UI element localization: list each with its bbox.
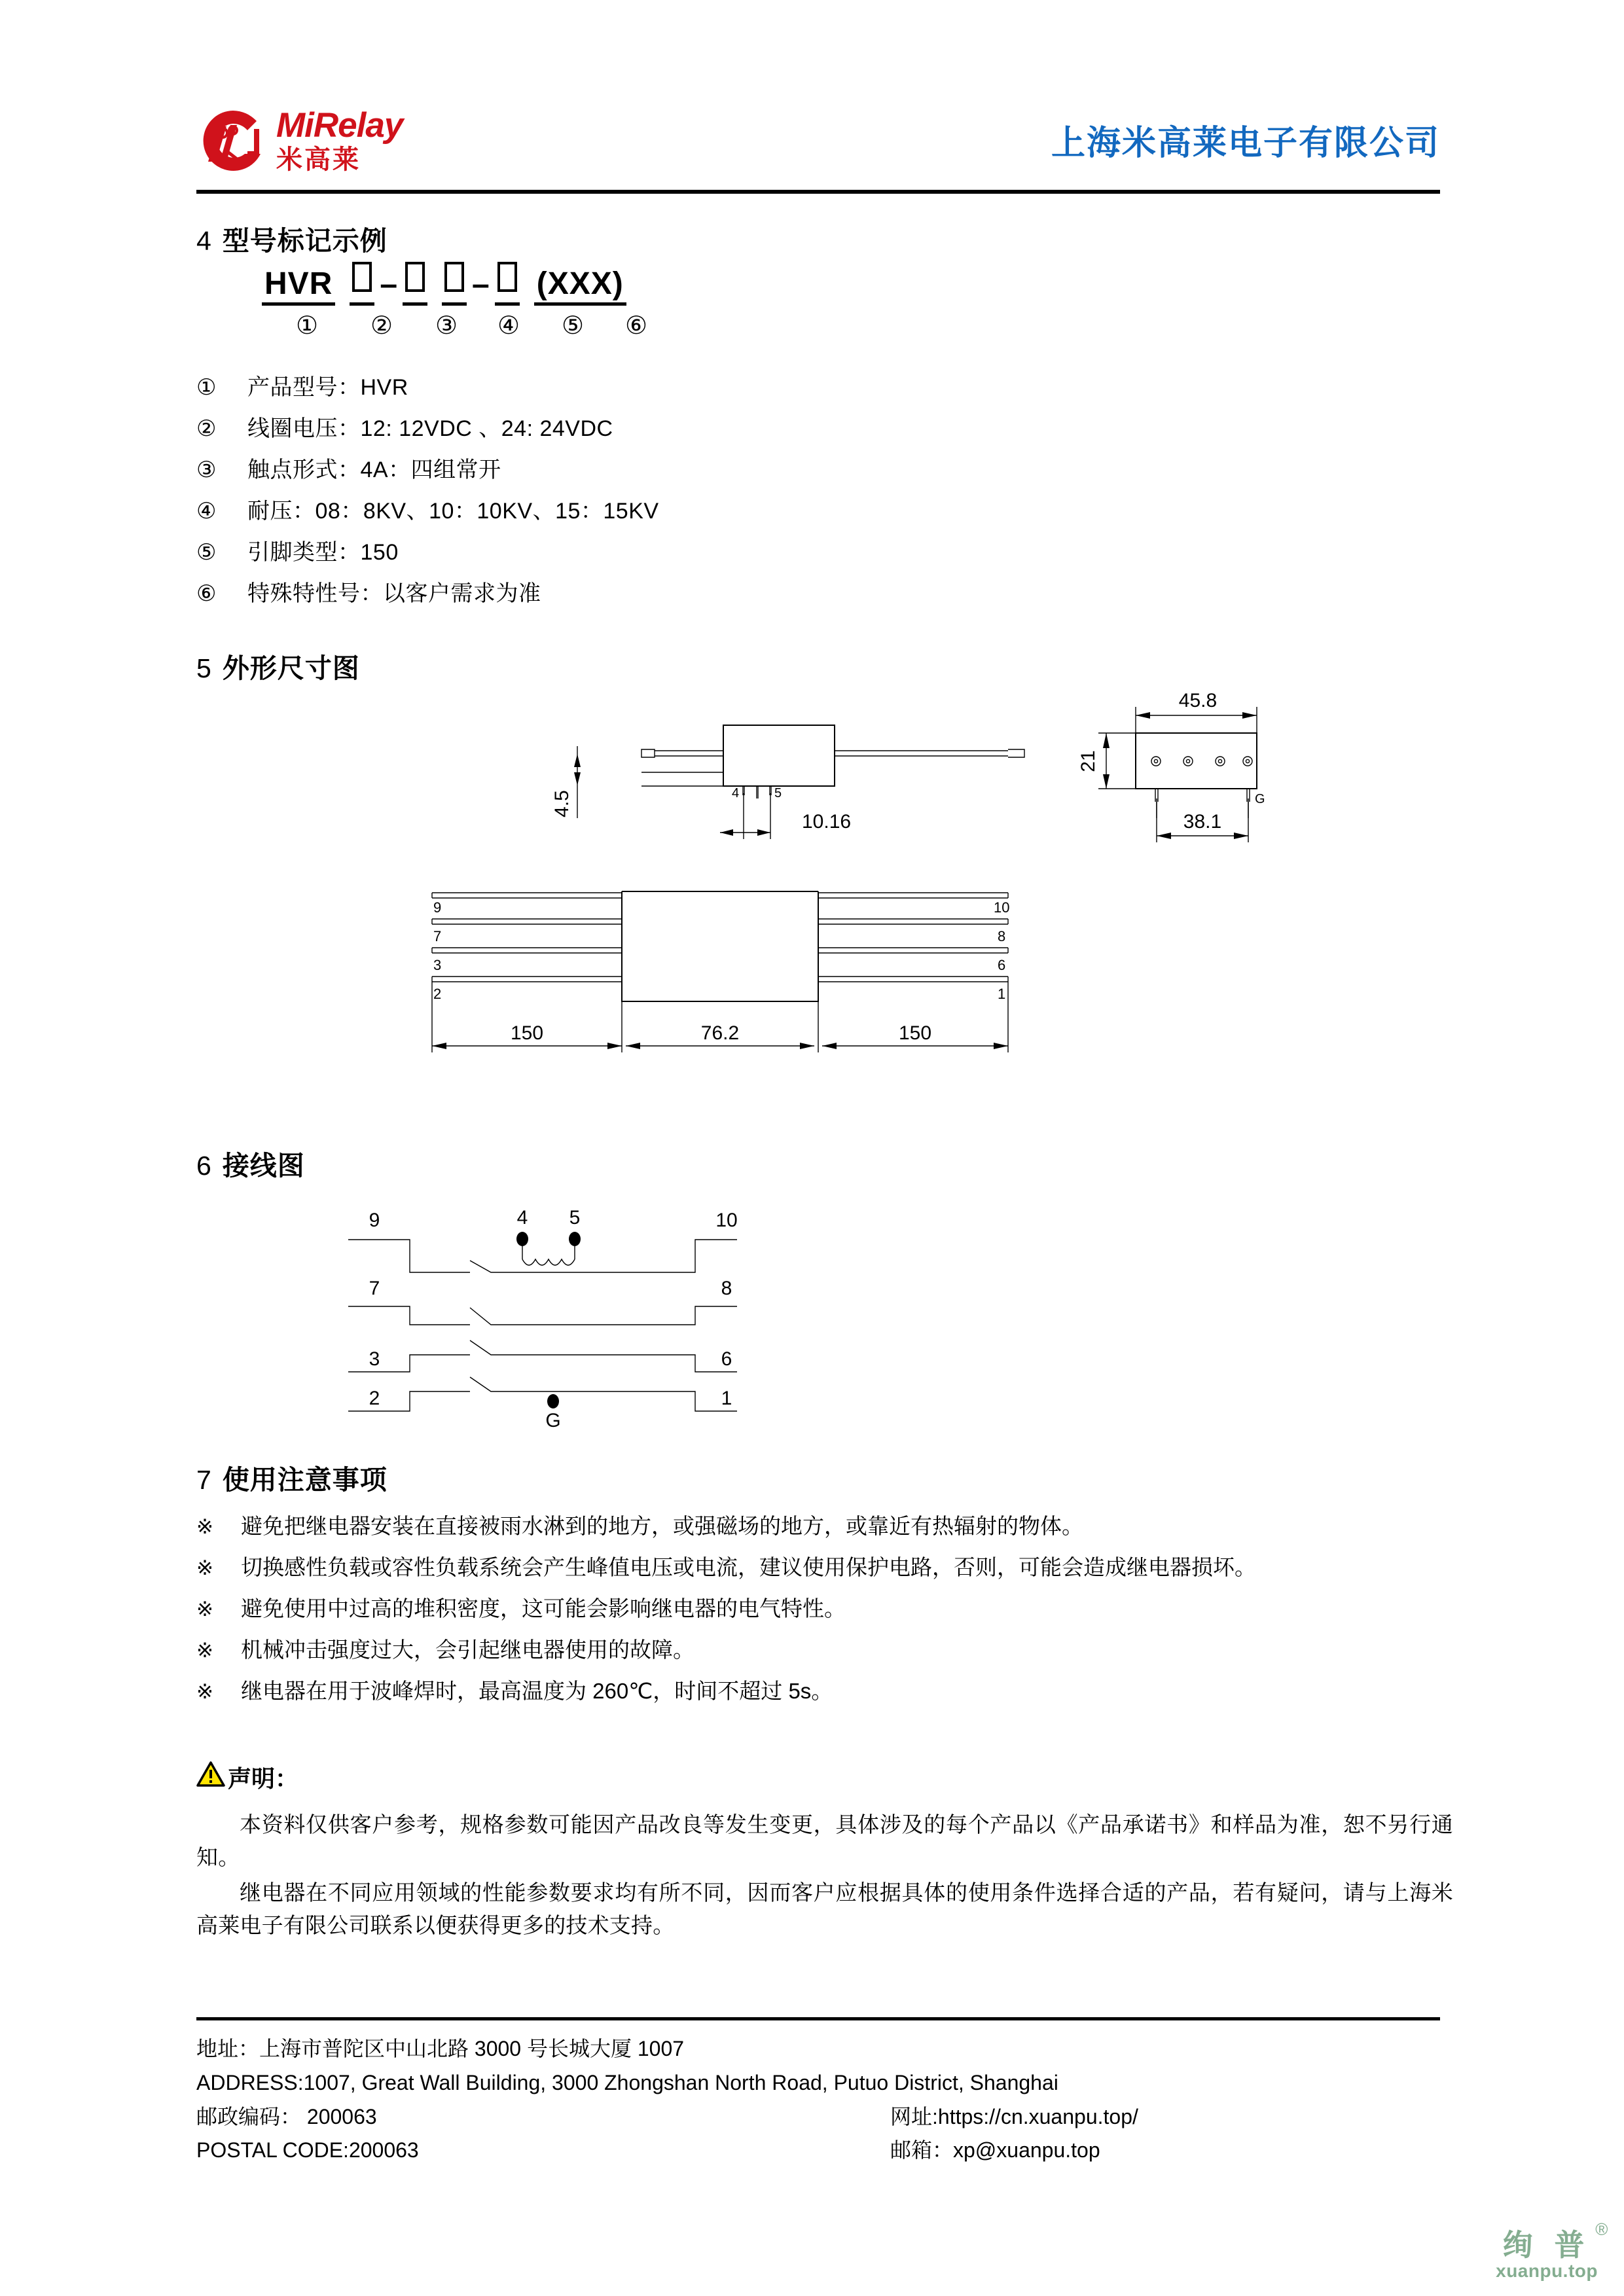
pin-label-4: 4 xyxy=(732,786,740,800)
legend-item xyxy=(196,500,1244,522)
precaution-item xyxy=(196,1680,1453,1702)
watermark-cn-label: 绚 普 xyxy=(1502,2228,1591,2263)
legend-item xyxy=(196,583,1244,605)
wiring-pin-right: 8 xyxy=(721,1278,732,1299)
legend-item xyxy=(196,418,1244,440)
plan-pin-label-left: 2 xyxy=(433,986,442,1002)
section-7-title: 使用注意事项 xyxy=(222,1465,388,1495)
footer-email[interactable]: 邮箱：xp@xuanpu.top xyxy=(890,2138,1100,2162)
pn-box-5 xyxy=(495,262,520,306)
wiring-pin-right: 6 xyxy=(721,1348,732,1370)
pn-mark-2: ② xyxy=(370,312,393,340)
section-5-heading xyxy=(196,647,360,685)
watermark-cn-text xyxy=(1502,2219,1608,2263)
declaration-paragraph: 本资料仅供客户参考，规格参数可能因产品改良等发生变更，具体涉及的每个产品以《产品承诺书》和样品为准，恕不另行通知。 xyxy=(196,1812,1453,1870)
legend-marker: ④ xyxy=(196,499,217,524)
legend-item xyxy=(196,459,1244,481)
legend-item xyxy=(196,376,1244,399)
footer-postal-cn: 邮政编码： 200063 xyxy=(196,2104,377,2128)
declaration-paragraph: 继电器在不同应用领域的性能参数要求均有所不同，因而客户应根据具体的使用条件选择合适的产品，若有疑问，请与上海米高莱电子有限公司联系以便获得更多的技术支持。 xyxy=(196,1880,1453,1938)
dim-lead-right: 150 xyxy=(898,1022,932,1044)
precautions-list xyxy=(196,1515,1453,1721)
placeholder-box-icon xyxy=(405,262,425,292)
section-7-number: 7 xyxy=(196,1465,212,1495)
pn-mark-3: ③ xyxy=(435,312,458,340)
pn-box-2 xyxy=(350,262,374,306)
placeholder-box-icon xyxy=(352,262,372,292)
dim-end-height: 21 xyxy=(1077,750,1099,772)
wiring-ground-label: G xyxy=(545,1410,561,1431)
part-number-legend xyxy=(196,376,1244,624)
part-number-scheme xyxy=(262,259,785,338)
ground-node-icon xyxy=(547,1394,559,1408)
pn-field-1 xyxy=(262,266,335,306)
precaution-item xyxy=(196,1515,1453,1537)
plan-left-leads xyxy=(432,893,622,982)
pn-prefix: HVR xyxy=(262,266,335,306)
pn-dash-2: – xyxy=(472,267,490,302)
dim-lead-left: 150 xyxy=(510,1022,544,1044)
wiring-diagram xyxy=(340,1203,772,1431)
wiring-contact-row xyxy=(348,1278,737,1325)
page-header xyxy=(196,98,1440,183)
footer-divider xyxy=(196,2017,1440,2020)
xuanpu-watermark xyxy=(1496,2219,1608,2282)
precaution-bullet: ※ xyxy=(196,1680,213,1703)
section-6-title: 接线图 xyxy=(222,1151,305,1181)
wiring-pin-right: 10 xyxy=(715,1210,738,1231)
logo-wordmark xyxy=(276,105,403,174)
pn-mark-4: ④ xyxy=(497,312,520,340)
precaution-text: 避免把继电器安装在直接被雨水淋到的地方，或强磁场的地方，或靠近有热辐射的物体。 xyxy=(241,1514,1083,1538)
dim-pin-span: 38.1 xyxy=(1183,811,1222,833)
plan-pin-label-right: 8 xyxy=(998,928,1006,944)
plan-pin-label-left: 7 xyxy=(433,928,442,944)
footer-website[interactable]: 网址:https://cn.xuanpu.top/ xyxy=(890,2104,1138,2128)
logo-cn-text: 米高莱 xyxy=(276,145,361,174)
registered-mark-icon: ® xyxy=(1595,2219,1608,2240)
wiring-pin-right: 1 xyxy=(721,1388,732,1409)
legend-marker: ② xyxy=(196,416,217,441)
wiring-contact-row xyxy=(348,1340,737,1372)
legend-text: 产品型号：HVR xyxy=(247,375,408,400)
precaution-item xyxy=(196,1598,1453,1619)
pn-dash-1: – xyxy=(380,267,398,302)
wiring-pin-left: 9 xyxy=(369,1210,380,1231)
wiring-contact-row xyxy=(348,1207,738,1272)
declaration-title: 声明： xyxy=(228,1765,299,1792)
precaution-item xyxy=(196,1639,1453,1660)
pn-mark-1: ① xyxy=(295,312,319,340)
legend-marker: ⑤ xyxy=(196,540,217,565)
pn-suffix: (XXX) xyxy=(534,266,626,306)
pn-field-6 xyxy=(534,266,626,306)
dim-pin-pitch: 10.16 xyxy=(802,811,852,833)
plan-view-drawing xyxy=(419,884,1087,1145)
wiring-pin-left: 3 xyxy=(369,1348,380,1370)
footer-address-en: ADDRESS:1007, Great Wall Building, 3000 Zhongshan North Road, Putuo District, Shanghai xyxy=(196,2070,1058,2094)
precaution-bullet: ※ xyxy=(196,1515,213,1538)
legend-marker: ⑥ xyxy=(196,581,217,606)
section-5-title: 外形尺寸图 xyxy=(222,653,360,683)
placeholder-box-icon xyxy=(444,262,464,292)
wiring-contact-row xyxy=(348,1377,737,1411)
legend-text: 特殊特性号：以客户需求为准 xyxy=(247,581,541,606)
plan-pin-label-right: 6 xyxy=(998,957,1006,973)
plan-pin-label-right: 10 xyxy=(994,899,1010,916)
company-logo xyxy=(196,105,403,177)
placeholder-box-icon xyxy=(497,262,517,292)
precaution-text: 继电器在用于波峰焊时，最高温度为 260℃，时间不超过 5s。 xyxy=(241,1679,833,1703)
pn-field-5 xyxy=(495,262,520,306)
pn-mark-5: ⑤ xyxy=(561,312,585,340)
warning-triangle-icon xyxy=(196,1761,225,1793)
footer-address-cn: 地址：上海市普陀区中山北路 3000 号长城大厦 1007 xyxy=(196,2037,685,2060)
section-6-heading xyxy=(196,1144,305,1183)
page-footer xyxy=(196,2032,1453,2168)
legend-item xyxy=(196,541,1244,564)
dim-end-width: 45.8 xyxy=(1178,690,1218,711)
dim-side-height: 4.5 xyxy=(551,790,573,817)
plan-pin-label-left: 9 xyxy=(433,899,442,916)
precaution-bullet: ※ xyxy=(196,1598,213,1621)
legend-text: 触点形式：4A：四组常开 xyxy=(247,457,501,482)
wiring-pin-left: 7 xyxy=(369,1278,380,1299)
ground-label: G xyxy=(1255,792,1265,806)
precaution-text: 切换感性负载或容性负载系统会产生峰值电压或电流，建议使用保护电路，否则，可能会造成继电器损坏。 xyxy=(241,1555,1256,1579)
coil-pin-label: 4 xyxy=(516,1207,528,1229)
precaution-bullet: ※ xyxy=(196,1639,213,1662)
section-5-number: 5 xyxy=(196,653,212,683)
footer-postal-en: POSTAL CODE:200063 xyxy=(196,2138,419,2162)
watermark-en-text: xuanpu.top xyxy=(1496,2261,1598,2282)
header-divider xyxy=(196,190,1440,194)
end-view-drawing xyxy=(1077,690,1355,887)
legend-text: 线圈电压：12: 12VDC 、24: 24VDC xyxy=(247,416,613,441)
section-4-title: 型号标记示例 xyxy=(222,226,388,256)
section-4-heading xyxy=(196,219,388,258)
precaution-text: 机械冲击强度过大，会引起继电器使用的故障。 xyxy=(241,1638,695,1662)
pn-field-4 xyxy=(442,262,467,306)
wiring-pin-left: 2 xyxy=(369,1388,380,1409)
section-4-number: 4 xyxy=(196,226,212,256)
legend-marker: ③ xyxy=(196,457,217,482)
company-name: 上海米高莱电子有限公司 xyxy=(1051,124,1440,162)
terminal-marks xyxy=(1151,757,1252,766)
plan-right-leads xyxy=(818,893,1008,982)
pn-index-marks xyxy=(262,314,785,338)
coil-pin-label: 5 xyxy=(569,1207,581,1229)
pn-field-2 xyxy=(350,262,374,306)
precaution-item xyxy=(196,1556,1453,1578)
pn-box-3 xyxy=(403,262,427,306)
precaution-text: 避免使用中过高的堆积密度，这可能会影响继电器的电气特性。 xyxy=(241,1596,846,1621)
declaration-block xyxy=(196,1761,1453,1945)
declaration-heading xyxy=(196,1761,1453,1794)
dim-body-length: 76.2 xyxy=(700,1022,740,1044)
pn-box-4 xyxy=(442,262,467,306)
plan-pin-label-left: 3 xyxy=(433,957,442,973)
side-elevation-drawing xyxy=(551,694,1087,890)
legend-marker: ① xyxy=(196,375,217,400)
legend-text: 耐压：08：8KV、10：10KV、15：15KV xyxy=(247,499,659,524)
plan-pin-label-right: 1 xyxy=(998,986,1006,1002)
legend-text: 引脚类型：150 xyxy=(247,540,399,565)
logo-en-text: MiRelay xyxy=(276,105,403,145)
section-7-heading xyxy=(196,1458,388,1497)
mirelay-logo-icon xyxy=(196,107,270,175)
pn-field-3 xyxy=(403,262,427,306)
pn-mark-6: ⑥ xyxy=(624,312,648,340)
section-6-number: 6 xyxy=(196,1151,212,1181)
precaution-bullet: ※ xyxy=(196,1556,213,1579)
pin-label-5: 5 xyxy=(774,786,782,800)
